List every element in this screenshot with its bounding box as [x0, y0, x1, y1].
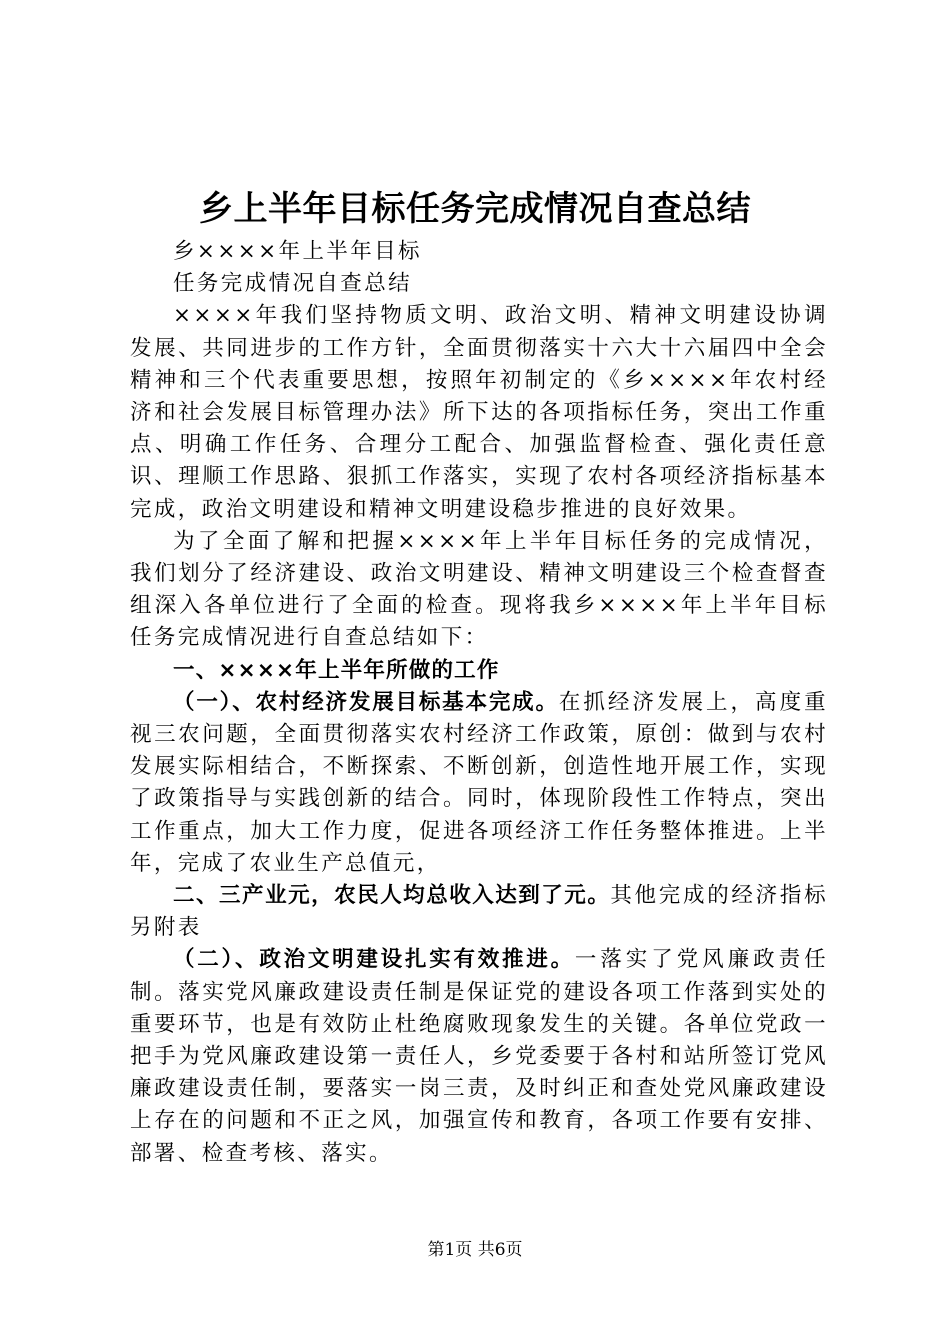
- paragraph-4-lead: 二、三产业元，农民人均总收入达到了元。: [173, 883, 611, 909]
- paragraph-5-text: 一落实了党风廉政责任制。落实党风廉政建设责任制是保证党的建设各项工作落到实处的重要环节，也是有效防止杜绝腐败现象发生的关键。各单位党政一把手为党风廉政建设第一责任人，乡党委要于各村和站所签订党风廉政建设责任制，要落实一岗三责，及时纠正和查处党风廉政建设上存在的问题和不正之风，加强宣传和教育，各项工作要有安排、部署、检查考核、落实。: [130, 947, 828, 1166]
- subtitle-line-1: 乡××××年上半年目标: [173, 239, 422, 264]
- page-footer: 第1页 共6页: [427, 1240, 523, 1260]
- paragraph-3: [130, 687, 828, 880]
- paragraph-1: ××××年我们坚持物质文明、政治文明、精神文明建设协调发展、共同进步的工作方针，全面贯彻落实十六大十六届四中全会精神和三个代表重要思想，按照年初制定的《乡××××年农村经济和社会发展目标管理办法》所下达的各项指标任务，突出工作重点、明确工作任务、合理分工配合、加强监督检查、强化责任意识、理顺工作思路、狠抓工作落实，实现了农村各项经济指标基本完成，政治文明建设和精神文明建设稳步推进的良好效果。: [130, 303, 828, 522]
- paragraph-5-lead: （二）、政治文明建设扎实有效推进。: [173, 947, 575, 973]
- subtitle-line-2: 任务完成情况自查总结: [173, 271, 413, 297]
- document-title: 乡上半年目标任务完成情况自查总结: [199, 189, 751, 229]
- section-heading-1: 一、××××年上半年所做的工作: [173, 657, 500, 683]
- paragraph-5: [130, 944, 828, 1169]
- paragraph-4-text: 其他完成的经济指标另附表: [130, 883, 828, 941]
- paragraph-2: 为了全面了解和把握××××年上半年目标任务的完成情况，我们划分了经济建设、政治文明建设、精神文明建设三个检查督查组深入各单位进行了全面的检查。现将我乡××××年上半年目标任务完成情况进行自查总结如下：: [130, 528, 828, 651]
- document-body: [130, 236, 828, 1170]
- paragraph-4: [130, 880, 828, 944]
- paragraph-3-text: 在抓经济发展上，高度重视三农问题，全面贯彻落实农村经济工作政策，原创：做到与农村发展实际相结合，不断探索、不断创新，创造性地开展工作，实现了政策指导与实践创新的结合。同时，体现阶段性工作特点，突出工作重点，加大工作力度，促进各项经济工作任务整体推进。上半年，完成了农业生产总值元，: [130, 689, 829, 876]
- paragraph-3-lead: （一）、农村经济发展目标基本完成。: [173, 689, 559, 715]
